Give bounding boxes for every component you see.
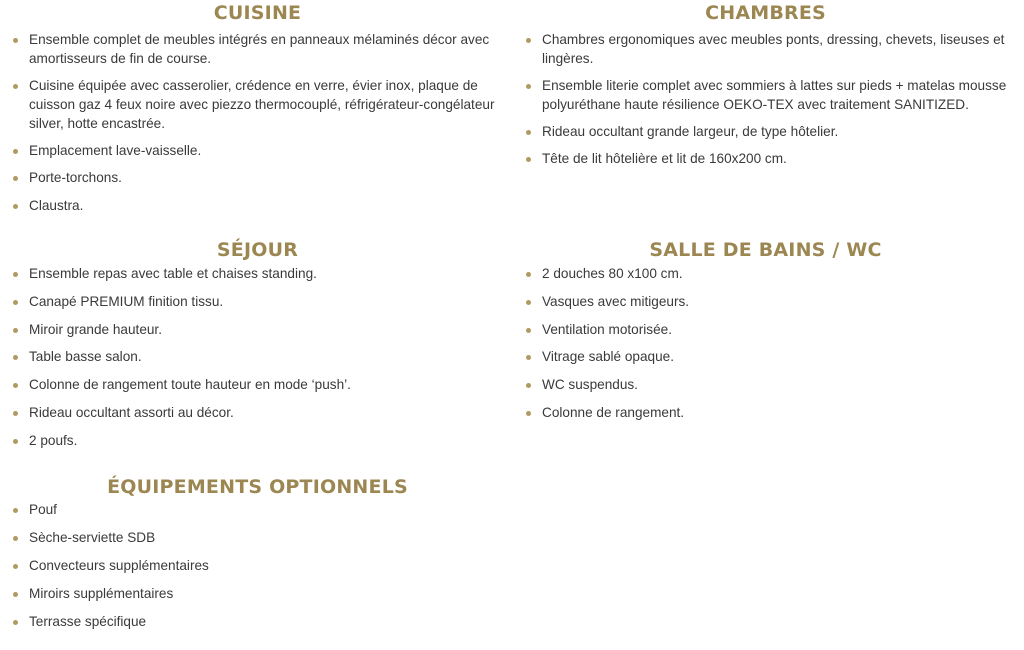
- list-cuisine: [0, 31, 515, 215]
- bullet-dot-icon: [526, 272, 531, 277]
- bullet-dot-icon: [526, 355, 531, 360]
- bullet-dot-icon: [13, 411, 18, 416]
- list-item-text: Ensemble literie complet avec sommiers à lattes sur pieds + matelas mousse polyuréthane haute résilience OEKO-TEX avec traitement SANITIZED.: [542, 78, 1007, 112]
- list-item-text: Vitrage sablé opaque.: [542, 349, 675, 365]
- bullet-dot-icon: [13, 355, 18, 360]
- list-item: [0, 265, 515, 284]
- list-item-text: Rideau occultant assorti au décor.: [29, 404, 234, 420]
- bullet-dot-icon: [13, 272, 18, 277]
- bullet-dot-icon: [13, 149, 18, 154]
- list-item-text: 2 poufs.: [29, 432, 78, 448]
- bullet-dot-icon: [13, 564, 18, 569]
- list-item: [0, 501, 515, 520]
- section-equipements-optionnels: [0, 475, 515, 641]
- list-item: [513, 348, 1018, 367]
- list-item: [0, 376, 515, 395]
- section-salle-de-bains: [513, 238, 1018, 432]
- bullet-dot-icon: [526, 328, 531, 333]
- bullet-dot-icon: [13, 300, 18, 305]
- list-item-text: Terrasse spécifique: [29, 613, 147, 629]
- section-sejour: [0, 238, 515, 460]
- list-item: [0, 404, 515, 423]
- bullet-dot-icon: [13, 592, 18, 597]
- list-item-text: Pouf: [29, 502, 57, 517]
- list-item: [0, 169, 515, 188]
- list-item: [0, 529, 515, 548]
- section-title-sejour: SÉJOUR: [216, 239, 299, 261]
- list-item: [513, 31, 1018, 69]
- list-item: [513, 321, 1018, 340]
- bullet-dot-icon: [13, 620, 18, 625]
- bullet-dot-icon: [13, 508, 18, 513]
- list-item-text: Miroirs supplémentaires: [29, 585, 174, 601]
- list-item-text: Sèche-serviette SDB: [29, 529, 156, 545]
- list-item-text: 2 douches 80 x100 cm.: [542, 266, 683, 281]
- list-item: [513, 265, 1018, 284]
- bullet-dot-icon: [13, 383, 18, 388]
- bullet-dot-icon: [526, 130, 531, 135]
- list-item: [0, 321, 515, 340]
- list-item-text: Porte-torchons.: [29, 170, 122, 186]
- list-item-text: Ensemble repas avec table et chaises standing.: [29, 266, 317, 281]
- list-item-text: Tête de lit hôtelière et lit de 160x200 cm.: [542, 151, 787, 167]
- list-item-text: Emplacement lave-vaisselle.: [29, 142, 202, 158]
- list-chambres: [513, 31, 1018, 169]
- bullet-dot-icon: [526, 157, 531, 162]
- list-item: [0, 432, 515, 451]
- list-item: [0, 557, 515, 576]
- section-chambres: [513, 1, 1018, 178]
- list-equipements-optionnels: [0, 501, 515, 632]
- bullet-dot-icon: [13, 439, 18, 444]
- bullet-dot-icon: [13, 204, 18, 209]
- bullet-dot-icon: [526, 84, 531, 89]
- list-item: [513, 150, 1018, 169]
- list-item-text: Colonne de rangement toute hauteur en mode ‘push’.: [29, 377, 351, 393]
- list-item-text: WC suspendus.: [542, 377, 638, 393]
- list-item: [513, 404, 1018, 423]
- list-item-text: Table basse salon.: [29, 349, 142, 365]
- bullet-dot-icon: [13, 176, 18, 181]
- list-item-text: Cuisine équipée avec casserolier, crédence en verre, évier inox, plaque de cuisson gaz 4 feux noire avec piezzo thermocouplé, réfrigérateur-congélateur silver, hotte encastrée.: [29, 78, 495, 131]
- section-cuisine: [0, 1, 515, 224]
- bullet-dot-icon: [526, 383, 531, 388]
- list-item-text: Convecteurs supplémentaires: [29, 557, 209, 573]
- bullet-dot-icon: [13, 84, 18, 89]
- list-item-text: Canapé PREMIUM finition tissu.: [29, 293, 224, 309]
- list-item-text: Chambres ergonomiques avec meubles ponts, dressing, chevets, liseuses et lingères.: [542, 32, 1005, 66]
- section-title-salle-de-bains: SALLE DE BAINS / WC: [649, 239, 882, 261]
- list-item: [0, 613, 515, 632]
- list-item: [513, 376, 1018, 395]
- bullet-dot-icon: [526, 38, 531, 43]
- list-item: [0, 31, 515, 69]
- list-item-text: Ventilation motorisée.: [542, 321, 672, 337]
- list-item: [0, 77, 515, 133]
- list-item: [0, 585, 515, 604]
- list-item: [513, 123, 1018, 142]
- list-sejour: [0, 265, 515, 451]
- list-item: [0, 142, 515, 161]
- list-salle-de-bains: [513, 265, 1018, 423]
- list-item-text: Colonne de rangement.: [542, 404, 685, 420]
- list-item: [0, 197, 515, 216]
- list-item: [513, 293, 1018, 312]
- section-title-cuisine: CUISINE: [213, 2, 302, 24]
- bullet-dot-icon: [13, 328, 18, 333]
- list-item-text: Ensemble complet de meubles intégrés en panneaux mélaminés décor avec amortisseurs de fin de course.: [29, 32, 490, 66]
- list-item-text: Vasques avec mitigeurs.: [542, 293, 690, 309]
- section-title-chambres: CHAMBRES: [705, 2, 826, 24]
- bullet-dot-icon: [526, 411, 531, 416]
- list-item-text: Claustra.: [29, 197, 84, 213]
- list-item: [0, 348, 515, 367]
- bullet-dot-icon: [526, 300, 531, 305]
- list-item-text: Miroir grande hauteur.: [29, 321, 162, 337]
- list-item: [513, 77, 1018, 115]
- list-item-text: Rideau occultant grande largeur, de type hôtelier.: [542, 124, 839, 140]
- bullet-dot-icon: [13, 38, 18, 43]
- list-item: [0, 293, 515, 312]
- section-title-equipements-optionnels: ÉQUIPEMENTS OPTIONNELS: [107, 476, 408, 498]
- bullet-dot-icon: [13, 536, 18, 541]
